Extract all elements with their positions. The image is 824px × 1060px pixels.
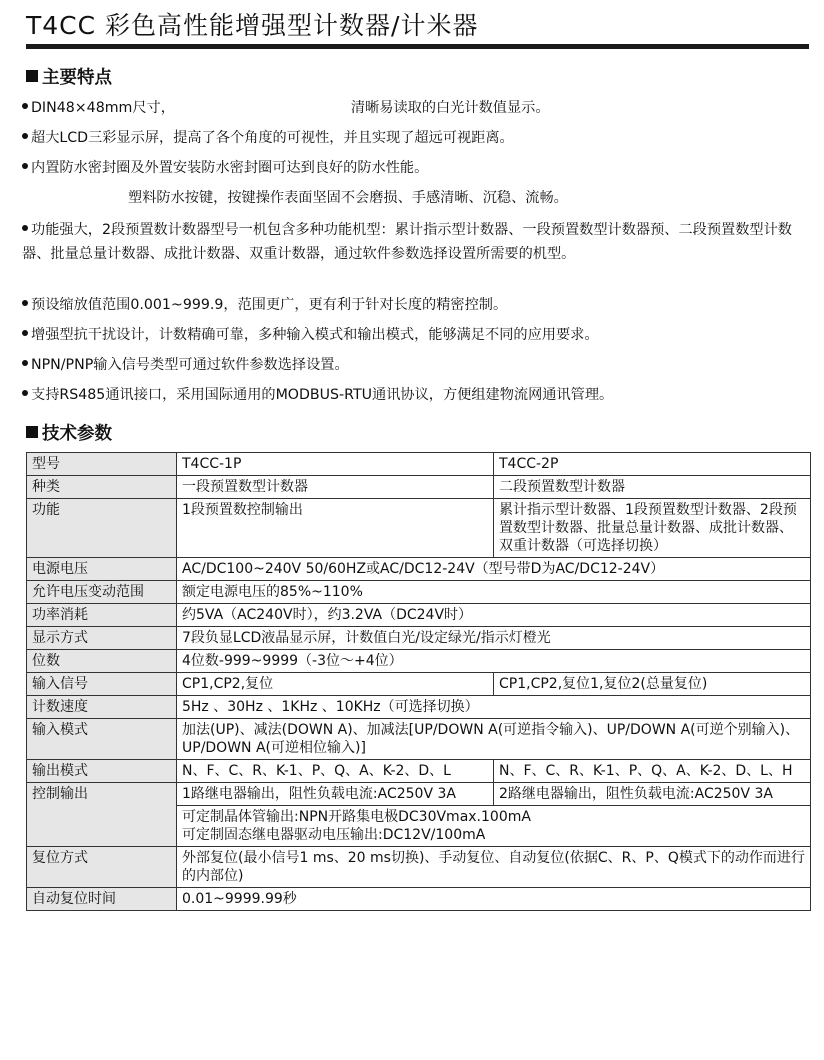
row-label: 自动复位时间 [27,888,177,911]
cell-2p: 2路继电器输出，阻性负载电流:AC250V 3A [494,783,811,806]
bullet-icon [22,360,28,366]
row-label: 显示方式 [27,627,177,650]
cell-1p: CP1,CP2,复位 [177,673,494,696]
specs-heading: 技术参数 [26,420,112,445]
features-heading: 主要特点 [26,64,112,89]
table-row [27,888,811,911]
table-row [27,499,811,558]
row-label: 功率消耗 [27,604,177,627]
table-row [27,673,811,696]
feature-item: DIN48×48mm尺寸， 清晰易读取的白光计数值显示。 [22,96,812,120]
ctrl-ext-line: 可定制晶体管输出:NPN开路集电极DC30Vmax.100mA [182,809,531,825]
row-label: 计数速度 [27,696,177,719]
table-row [27,581,811,604]
cell-value: 4位数-999~9999（-3位～+4位） [177,650,811,673]
feature-item: 超大LCD三彩显示屏，提高了各个角度的可视性，并且实现了超远可视距离。 [22,126,812,150]
cell-value: 外部复位(最小信号1 ms、20 ms切换)、手动复位、自动复位(依据C、R、P、Q模式下的动作而进行的内部位) [177,847,811,888]
row-label: 输入信号 [27,673,177,696]
row-label: 种类 [27,476,177,499]
bullet-icon [22,300,28,306]
table-row [27,558,811,581]
row-label: 控制输出 [27,783,177,847]
row-label: 允许电压变动范围 [27,581,177,604]
feature-item: 功能强大，2段预置数计数器型号一机包含多种功能机型：累计指示型计数器、一段预置数型计数器预、二段预置数型计数器、批量总量计数器、成批计数器、双重计数器，通过软件参数选择设置所需要的机型。 [22,222,792,262]
feature-item-continued: 塑料防水按键，按键操作表面坚固不会磨损、手感清晰、沉稳、流畅。 [128,190,568,206]
bullet-icon [22,330,28,336]
cell-2p: T4CC-2P [494,453,811,476]
table-row [27,627,811,650]
spec-table [26,452,811,911]
bullet-icon [22,225,28,231]
bullet-icon [22,390,28,396]
feature-item: 增强型抗干扰设计，计数精确可靠，多种输入模式和输出模式，能够满足不同的应用要求。 [22,323,812,347]
row-label: 输入模式 [27,719,177,760]
row-label: 位数 [27,650,177,673]
table-row [27,604,811,627]
ctrl-ext-line: 可定制固态继电器驱动电压输出:DC12V/100mA [182,827,486,843]
feature-item: NPN/PNP输入信号类型可通过软件参数选择设置。 [22,353,812,377]
cell-value: 7段负显LCD液晶显示屏，计数值白光/设定绿光/指示灯橙光 [177,627,811,650]
cell-1p: 1路继电器输出，阻性负载电流:AC250V 3A [177,783,494,806]
cell-value: AC/DC100~240V 50/60HZ或AC/DC12-24V（型号带D为AC/DC12-24V） [177,558,811,581]
bullet-icon [22,103,28,109]
row-label: 电源电压 [27,558,177,581]
cell-value: 5Hz 、30Hz 、1KHz 、10KHz（可选择切换） [177,696,811,719]
table-row [27,453,811,476]
square-bullet-icon [26,70,38,82]
cell-2p: N、F、C、R、K-1、P、Q、A、K-2、D、L、H [494,760,811,783]
cell-value: 加法(UP)、减法(DOWN A)、加减法[UP/DOWN A(可逆指令输入)、UP/DOWN A(可逆个别输入)、UP/DOWN A(可逆相位输入)] [177,719,811,760]
cell-value: 额定电源电压的85%~110% [177,581,811,604]
cell-value: 约5VA（AC240V时），约3.2VA（DC24V时） [177,604,811,627]
cell-1p: 一段预置数型计数器 [177,476,494,499]
table-row [27,783,811,806]
bullet-icon [22,163,28,169]
title-underline [26,44,809,49]
row-label: 复位方式 [27,847,177,888]
cell-2p: 累计指示型计数器、1段预置数型计数器、2段预置数型计数器、批量总量计数器、成批计数器、双重计数器（可选择切换） [494,499,811,558]
cell-value: 0.01~9999.99秒 [177,888,811,911]
feature-item: 预设缩放值范围0.001~999.9，范围更广，更有利于针对长度的精密控制。 [22,293,812,317]
cell-1p: 1段预置数控制输出 [177,499,494,558]
cell-2p: CP1,CP2,复位1,复位2(总量复位) [494,673,811,696]
table-row [27,476,811,499]
table-row [27,650,811,673]
bullet-icon [22,133,28,139]
cell-2p: 二段预置数型计数器 [494,476,811,499]
cell-1p: N、F、C、R、K-1、P、Q、A、K-2、D、L [177,760,494,783]
square-bullet-icon [26,426,38,438]
table-row [27,719,811,760]
page-title: T4CC 彩色高性能增强型计数器/计米器 [26,11,479,40]
table-row [27,696,811,719]
feature-item: 内置防水密封圈及外置安装防水密封圈可达到良好的防水性能。 [22,156,812,180]
table-row [27,847,811,888]
row-label: 型号 [27,453,177,476]
cell-value [177,806,811,847]
row-label: 功能 [27,499,177,558]
cell-1p: T4CC-1P [177,453,494,476]
row-label: 输出模式 [27,760,177,783]
feature-item: 支持RS485通讯接口，采用国际通用的MODBUS-RTU通讯协议，方便组建物流网通讯管理。 [22,383,812,407]
table-row [27,760,811,783]
